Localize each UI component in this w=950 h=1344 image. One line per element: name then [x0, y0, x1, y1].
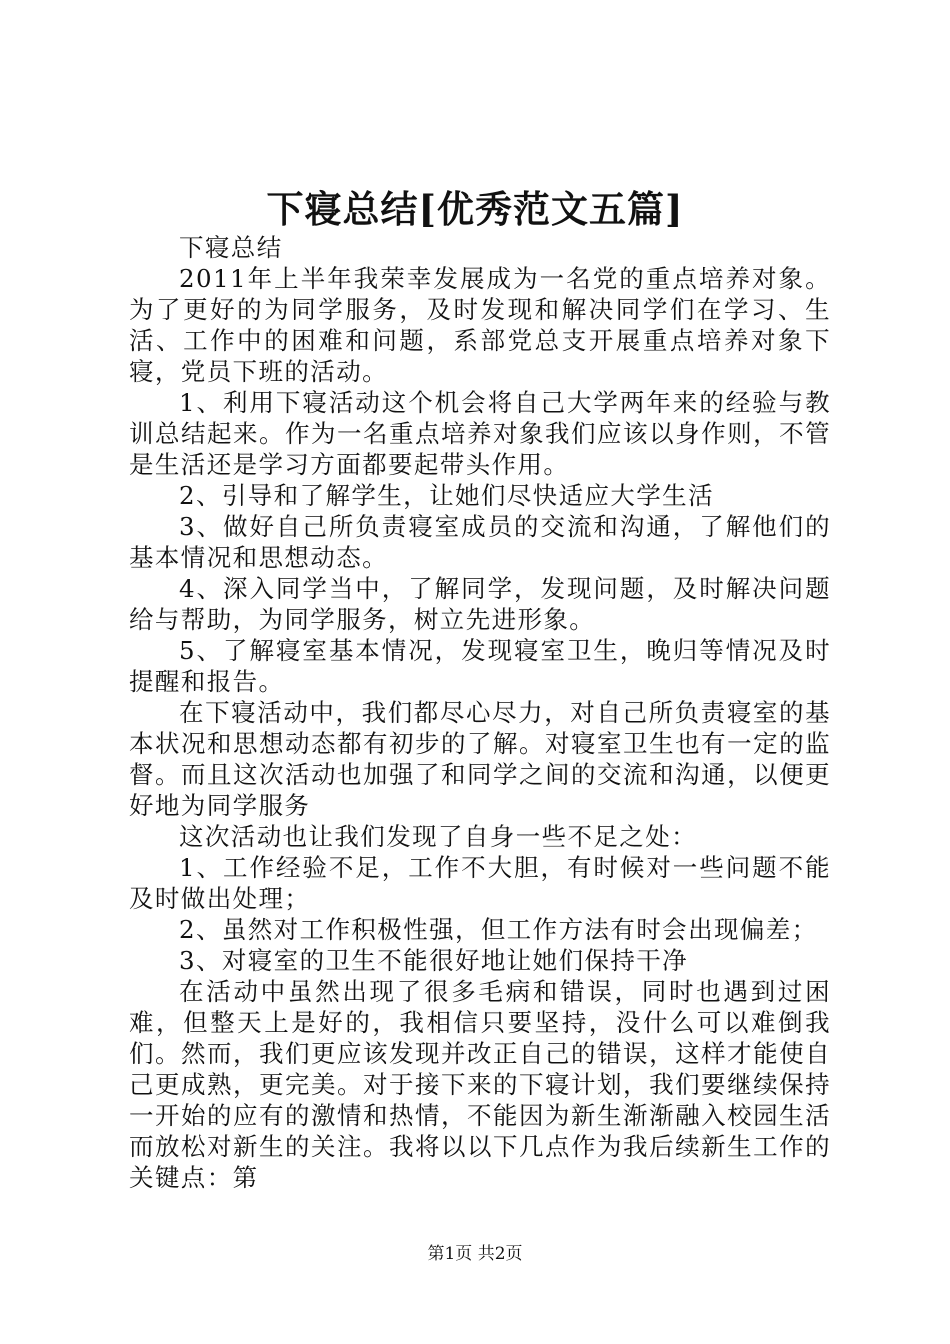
paragraph: 3、对寝室的卫生不能很好地让她们保持干净: [179, 946, 689, 975]
paragraph: 1、工作经验不足，工作不大胆，有时候对一些问题不能及时做出处理；: [129, 853, 831, 913]
paragraph: 2、虽然对工作积极性强，但工作方法有时会出现偏差；: [179, 915, 818, 944]
paragraph: 3、做好自己所负责寝室成员的交流和沟通，了解他们的基本情况和思想动态。: [129, 512, 831, 572]
paragraph: 这次活动也让我们发现了自身一些不足之处：: [179, 822, 697, 851]
paragraph: 2011年上半年我荣幸发展成为一名党的重点培养对象。为了更好的为同学服务，及时发现和解决同学们在学习、生活、工作中的困难和问题，系部党总支开展重点培养对象下寝，党员下班的活动。: [129, 264, 831, 386]
paragraph: 4、深入同学当中，了解同学，发现问题，及时解决问题给与帮助，为同学服务，树立先进形象。: [129, 574, 831, 634]
paragraph: 在活动中虽然出现了很多毛病和错误，同时也遇到过困难，但整天上是好的，我相信只要坚持，没什么可以难倒我们。然而，我们更应该发现并改正自己的错误，这样才能使自己更成熟，更完美。对于接下来的下寝计划，我们要继续保持一开始的应有的激情和热情，不能因为新生渐渐融入校园生活而放松对新生的关注。我将以以下几点作为我后续新生工作的关键点：第: [129, 977, 831, 1192]
paragraph: 在下寝活动中，我们都尽心尽力，对自己所负责寝室的基本状况和思想动态都有初步的了解。对寝室卫生也有一定的监督。而且这次活动也加强了和同学之间的交流和沟通，以便更好地为同学服务: [129, 698, 831, 820]
document-body: [129, 232, 831, 1193]
paragraph-heading: 下寝总结: [179, 233, 283, 262]
paragraph: 5、了解寝室基本情况，发现寝室卫生，晚归等情况及时提醒和报告。: [129, 636, 831, 696]
page-title: 下寝总结[优秀范文五篇]: [266, 187, 684, 231]
paragraph: 1、利用下寝活动这个机会将自己大学两年来的经验与教训总结起来。作为一名重点培养对象我们应该以身作则，不管是生活还是学习方面都要起带头作用。: [129, 388, 831, 479]
page-number-footer: 第1页 共2页: [427, 1244, 523, 1264]
paragraph: 2、引导和了解学生，让她们尽快适应大学生活: [179, 481, 714, 510]
